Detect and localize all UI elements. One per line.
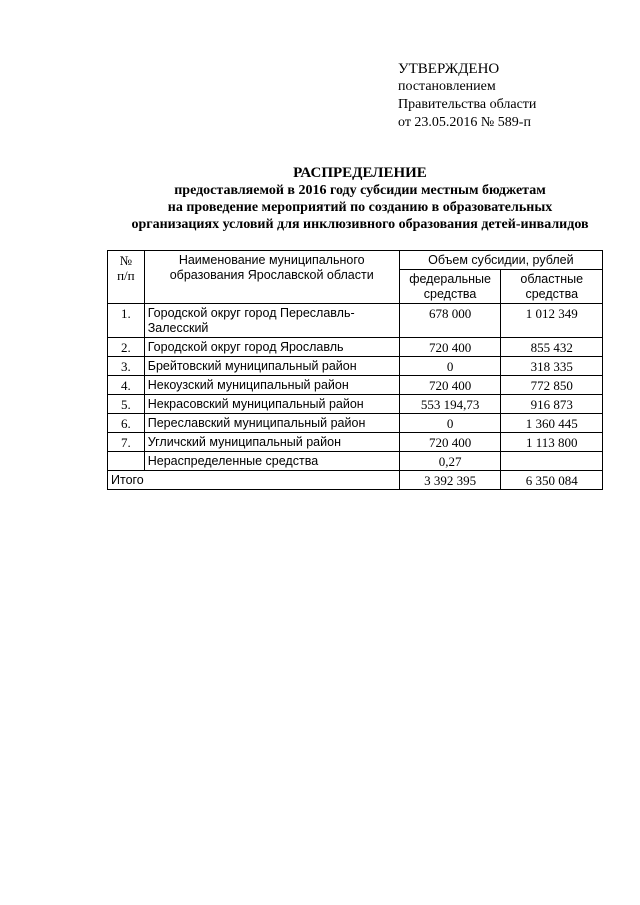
row-name: Угличский муниципальный район xyxy=(144,433,399,452)
distribution-table xyxy=(107,250,603,490)
approval-line-2: постановлением xyxy=(398,79,496,94)
row-name: Городской округ город Переславль-Залесский xyxy=(144,304,399,338)
row-num: 2. xyxy=(108,338,145,357)
row-regional: 855 432 xyxy=(501,338,603,357)
header-num-line-2: п/п xyxy=(117,268,135,283)
row-regional: 1 012 349 xyxy=(501,304,603,338)
header-name xyxy=(144,251,399,304)
row-regional: 318 335 xyxy=(501,357,603,376)
table-row xyxy=(108,395,603,414)
row-regional: 916 873 xyxy=(501,395,603,414)
row-num: 4. xyxy=(108,376,145,395)
header-federal-line-2: средства xyxy=(423,287,477,301)
approval-heading: УТВЕРЖДЕНО xyxy=(398,61,500,77)
table-header-row xyxy=(108,251,603,270)
table-row xyxy=(108,452,603,471)
table-row xyxy=(108,357,603,376)
row-num: 7. xyxy=(108,433,145,452)
header-num-line-1: № xyxy=(119,253,133,268)
title-line-1: предоставляемой в 2016 году субсидии местным бюджетам xyxy=(174,183,546,198)
title-line-2: на проведение мероприятий по созданию в образовательных xyxy=(167,200,553,215)
row-name: Нераспределенные средства xyxy=(144,452,399,471)
row-federal: 0,27 xyxy=(399,452,501,471)
row-federal: 678 000 xyxy=(399,304,501,338)
row-num: 3. xyxy=(108,357,145,376)
approval-line-3: Правительства области xyxy=(398,97,537,112)
document-title xyxy=(100,165,620,233)
row-num: 5. xyxy=(108,395,145,414)
total-federal: 3 392 395 xyxy=(399,471,501,490)
table-row xyxy=(108,433,603,452)
row-federal: 0 xyxy=(399,357,501,376)
table-row xyxy=(108,304,603,338)
row-federal: 0 xyxy=(399,414,501,433)
header-name-line-1: Наименование муниципального xyxy=(178,253,365,267)
row-name: Некоузский муниципальный район xyxy=(144,376,399,395)
row-regional: 772 850 xyxy=(501,376,603,395)
row-regional: 1 113 800 xyxy=(501,433,603,452)
header-regional xyxy=(501,270,603,304)
header-regional-line-1: областные xyxy=(520,272,584,286)
row-federal: 720 400 xyxy=(399,376,501,395)
row-name: Брейтовский муниципальный район xyxy=(144,357,399,376)
row-regional: 1 360 445 xyxy=(501,414,603,433)
total-label: Итого xyxy=(108,471,400,490)
row-num: 1. xyxy=(108,304,145,338)
row-name: Переславский муниципальный район xyxy=(144,414,399,433)
header-federal-line-1: федеральные xyxy=(409,272,491,286)
row-name: Некрасовский муниципальный район xyxy=(144,395,399,414)
row-federal: 553 194,73 xyxy=(399,395,501,414)
table-row xyxy=(108,338,603,357)
row-name: Городской округ город Ярославль xyxy=(144,338,399,357)
approval-line-4: от 23.05.2016 № 589-п xyxy=(398,115,531,130)
table-total-row xyxy=(108,471,603,490)
header-num xyxy=(108,251,145,304)
header-regional-line-2: средства xyxy=(525,287,579,301)
row-num xyxy=(108,452,145,471)
row-federal: 720 400 xyxy=(399,338,501,357)
approval-stamp xyxy=(398,60,536,132)
total-regional: 6 350 084 xyxy=(501,471,603,490)
header-federal xyxy=(399,270,501,304)
row-regional xyxy=(501,452,603,471)
table-row xyxy=(108,376,603,395)
table-row xyxy=(108,414,603,433)
header-name-line-2: образования Ярославской области xyxy=(169,268,374,282)
header-volume: Объем субсидии, рублей xyxy=(399,251,602,270)
title-main: РАСПРЕДЕЛЕНИЕ xyxy=(293,165,427,181)
title-line-3: организациях условий для инклюзивного образования детей-инвалидов xyxy=(131,217,589,232)
row-federal: 720 400 xyxy=(399,433,501,452)
row-num: 6. xyxy=(108,414,145,433)
